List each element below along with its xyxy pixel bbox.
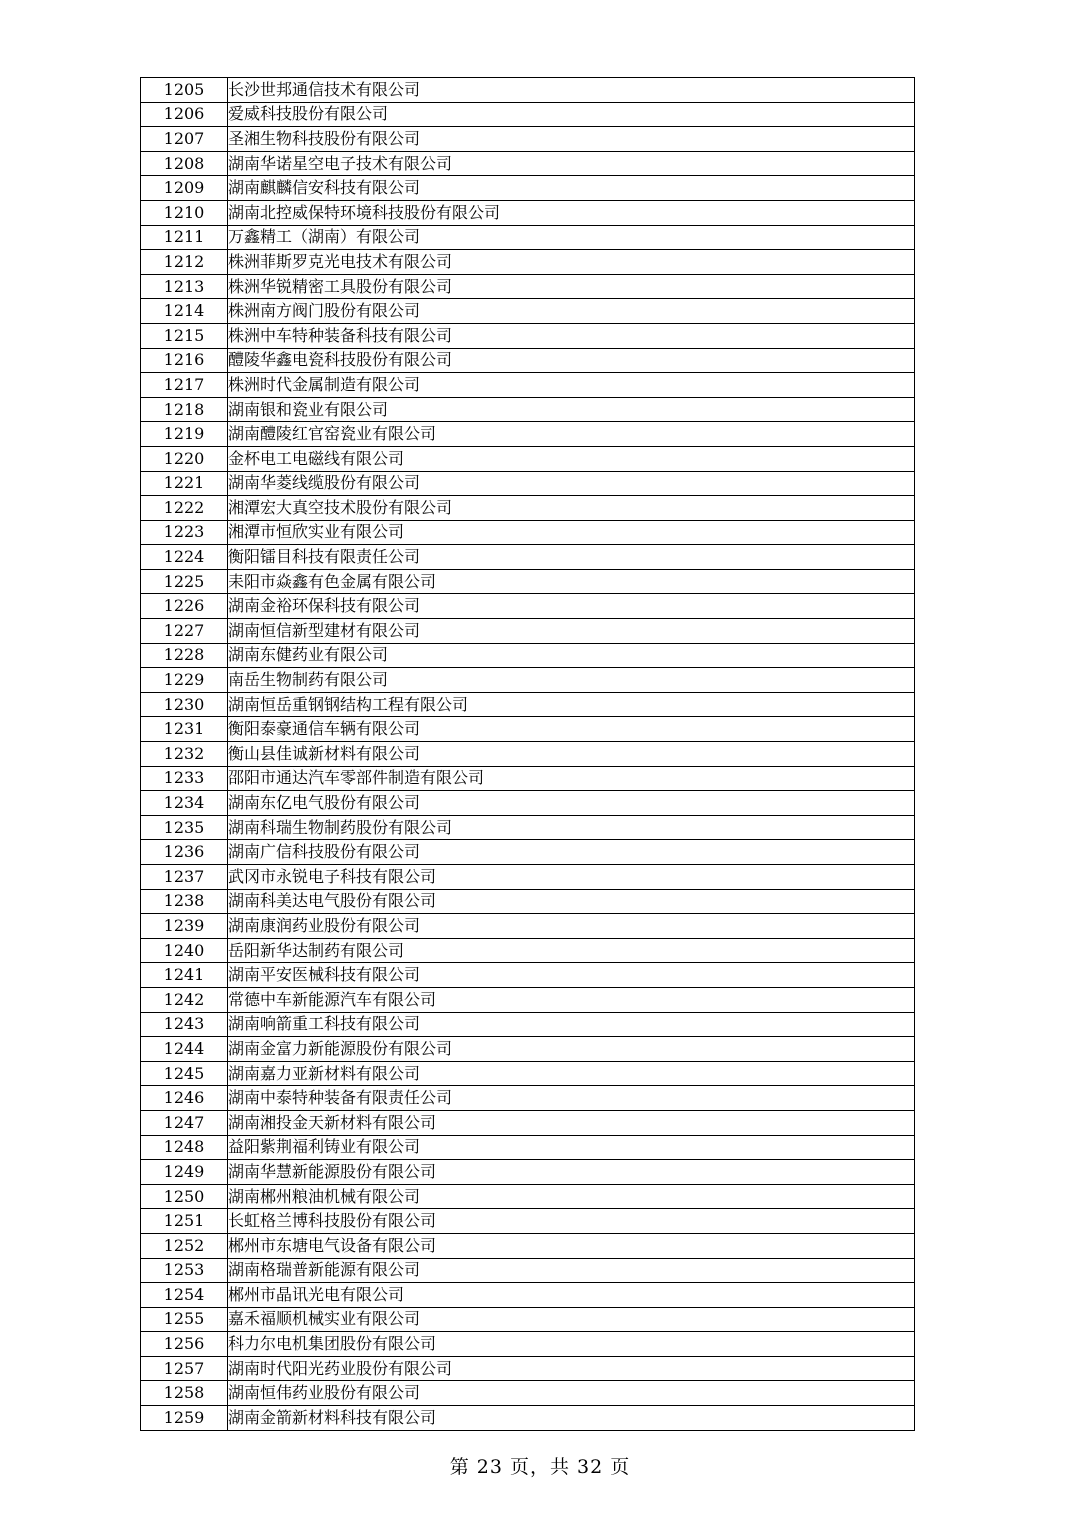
row-number-cell: 1244 bbox=[141, 1037, 228, 1062]
table-row bbox=[141, 742, 915, 767]
table-row bbox=[141, 569, 915, 594]
table-row bbox=[141, 102, 915, 127]
table-row bbox=[141, 963, 915, 988]
row-number-cell: 1225 bbox=[141, 569, 228, 594]
company-name-cell: 湖南恒伟药业股份有限公司 bbox=[228, 1381, 915, 1406]
table-row bbox=[141, 865, 915, 890]
row-number-cell: 1236 bbox=[141, 840, 228, 865]
row-number-cell: 1227 bbox=[141, 619, 228, 644]
row-number-cell: 1249 bbox=[141, 1160, 228, 1185]
company-name-cell: 爱威科技股份有限公司 bbox=[228, 102, 915, 127]
table-row bbox=[141, 1184, 915, 1209]
table-row bbox=[141, 1381, 915, 1406]
company-name-cell: 常德中车新能源汽车有限公司 bbox=[228, 987, 915, 1012]
row-number-cell: 1210 bbox=[141, 200, 228, 225]
company-name-cell: 湖南金裕环保科技有限公司 bbox=[228, 594, 915, 619]
table-row bbox=[141, 1061, 915, 1086]
table-row bbox=[141, 594, 915, 619]
table-row bbox=[141, 1283, 915, 1308]
table-row bbox=[141, 791, 915, 816]
row-number-cell: 1247 bbox=[141, 1110, 228, 1135]
company-name-cell: 株洲华锐精密工具股份有限公司 bbox=[228, 274, 915, 299]
table-row bbox=[141, 545, 915, 570]
row-number-cell: 1213 bbox=[141, 274, 228, 299]
company-name-cell: 湖南东健药业有限公司 bbox=[228, 643, 915, 668]
company-name-cell: 湖南康润药业股份有限公司 bbox=[228, 914, 915, 939]
row-number-cell: 1220 bbox=[141, 446, 228, 471]
row-number-cell: 1254 bbox=[141, 1283, 228, 1308]
table-row bbox=[141, 840, 915, 865]
row-number-cell: 1211 bbox=[141, 225, 228, 250]
row-number-cell: 1259 bbox=[141, 1406, 228, 1431]
row-number-cell: 1209 bbox=[141, 176, 228, 201]
company-table-body bbox=[141, 78, 915, 1431]
company-name-cell: 湖南时代阳光药业股份有限公司 bbox=[228, 1356, 915, 1381]
row-number-cell: 1240 bbox=[141, 938, 228, 963]
row-number-cell: 1251 bbox=[141, 1209, 228, 1234]
table-row bbox=[141, 1307, 915, 1332]
company-name-cell: 湖南华菱线缆股份有限公司 bbox=[228, 471, 915, 496]
table-row bbox=[141, 422, 915, 447]
row-number-cell: 1231 bbox=[141, 717, 228, 742]
company-name-cell: 株洲菲斯罗克光电技术有限公司 bbox=[228, 250, 915, 275]
row-number-cell: 1222 bbox=[141, 496, 228, 521]
table-row bbox=[141, 1086, 915, 1111]
table-row bbox=[141, 127, 915, 152]
table-row bbox=[141, 815, 915, 840]
table-row bbox=[141, 1233, 915, 1258]
company-name-cell: 万鑫精工（湖南）有限公司 bbox=[228, 225, 915, 250]
row-number-cell: 1242 bbox=[141, 987, 228, 1012]
row-number-cell: 1207 bbox=[141, 127, 228, 152]
company-name-cell: 湖南响箭重工科技有限公司 bbox=[228, 1012, 915, 1037]
table-row bbox=[141, 373, 915, 398]
table-row bbox=[141, 914, 915, 939]
table-row bbox=[141, 274, 915, 299]
row-number-cell: 1219 bbox=[141, 422, 228, 447]
row-number-cell: 1248 bbox=[141, 1135, 228, 1160]
company-name-cell: 醴陵华鑫电瓷科技股份有限公司 bbox=[228, 348, 915, 373]
table-row bbox=[141, 471, 915, 496]
company-name-cell: 湘潭宏大真空技术股份有限公司 bbox=[228, 496, 915, 521]
company-name-cell: 邵阳市通达汽车零部件制造有限公司 bbox=[228, 766, 915, 791]
row-number-cell: 1230 bbox=[141, 692, 228, 717]
company-name-cell: 长虹格兰博科技股份有限公司 bbox=[228, 1209, 915, 1234]
row-number-cell: 1216 bbox=[141, 348, 228, 373]
row-number-cell: 1215 bbox=[141, 323, 228, 348]
company-name-cell: 湖南金箭新材料科技有限公司 bbox=[228, 1406, 915, 1431]
company-name-cell: 岳阳新华达制药有限公司 bbox=[228, 938, 915, 963]
company-name-cell: 湘潭市恒欣实业有限公司 bbox=[228, 520, 915, 545]
table-row bbox=[141, 889, 915, 914]
company-name-cell: 湖南恒信新型建材有限公司 bbox=[228, 619, 915, 644]
table-row bbox=[141, 1012, 915, 1037]
table-row bbox=[141, 938, 915, 963]
company-name-cell: 金杯电工电磁线有限公司 bbox=[228, 446, 915, 471]
table-row bbox=[141, 766, 915, 791]
row-number-cell: 1234 bbox=[141, 791, 228, 816]
table-row bbox=[141, 299, 915, 324]
row-number-cell: 1212 bbox=[141, 250, 228, 275]
row-number-cell: 1206 bbox=[141, 102, 228, 127]
table-row bbox=[141, 1356, 915, 1381]
row-number-cell: 1233 bbox=[141, 766, 228, 791]
company-name-cell: 衡阳泰豪通信车辆有限公司 bbox=[228, 717, 915, 742]
company-name-cell: 湖南华诺星空电子技术有限公司 bbox=[228, 151, 915, 176]
row-number-cell: 1257 bbox=[141, 1356, 228, 1381]
table-row bbox=[141, 619, 915, 644]
row-number-cell: 1205 bbox=[141, 78, 228, 103]
company-name-cell: 南岳生物制药有限公司 bbox=[228, 668, 915, 693]
table-row bbox=[141, 1037, 915, 1062]
company-name-cell: 湖南醴陵红官窑瓷业有限公司 bbox=[228, 422, 915, 447]
row-number-cell: 1228 bbox=[141, 643, 228, 668]
company-name-cell: 耒阳市焱鑫有色金属有限公司 bbox=[228, 569, 915, 594]
table-row bbox=[141, 446, 915, 471]
row-number-cell: 1223 bbox=[141, 520, 228, 545]
company-name-cell: 湖南郴州粮油机械有限公司 bbox=[228, 1184, 915, 1209]
row-number-cell: 1239 bbox=[141, 914, 228, 939]
row-number-cell: 1250 bbox=[141, 1184, 228, 1209]
company-name-cell: 郴州市晶讯光电有限公司 bbox=[228, 1283, 915, 1308]
company-name-cell: 湖南金富力新能源股份有限公司 bbox=[228, 1037, 915, 1062]
company-name-cell: 湖南广信科技股份有限公司 bbox=[228, 840, 915, 865]
table-row bbox=[141, 348, 915, 373]
page-number-footer: 第 23 页，共 32 页 bbox=[449, 1456, 631, 1478]
table-row bbox=[141, 176, 915, 201]
row-number-cell: 1226 bbox=[141, 594, 228, 619]
company-name-cell: 株洲中车特种装备科技有限公司 bbox=[228, 323, 915, 348]
table-row bbox=[141, 1160, 915, 1185]
company-name-cell: 湖南中泰特种装备有限责任公司 bbox=[228, 1086, 915, 1111]
row-number-cell: 1243 bbox=[141, 1012, 228, 1037]
row-number-cell: 1252 bbox=[141, 1233, 228, 1258]
company-name-cell: 湖南东亿电气股份有限公司 bbox=[228, 791, 915, 816]
table-row bbox=[141, 1209, 915, 1234]
row-number-cell: 1214 bbox=[141, 299, 228, 324]
company-name-cell: 湖南恒岳重钢钢结构工程有限公司 bbox=[228, 692, 915, 717]
company-name-cell: 湖南银和瓷业有限公司 bbox=[228, 397, 915, 422]
table-row bbox=[141, 668, 915, 693]
company-name-cell: 株洲南方阀门股份有限公司 bbox=[228, 299, 915, 324]
company-name-cell: 嘉禾福顺机械实业有限公司 bbox=[228, 1307, 915, 1332]
table-row bbox=[141, 1135, 915, 1160]
table-row bbox=[141, 250, 915, 275]
company-name-cell: 湖南科美达电气股份有限公司 bbox=[228, 889, 915, 914]
company-name-cell: 长沙世邦通信技术有限公司 bbox=[228, 78, 915, 103]
row-number-cell: 1221 bbox=[141, 471, 228, 496]
company-name-cell: 株洲时代金属制造有限公司 bbox=[228, 373, 915, 398]
company-name-cell: 湖南麒麟信安科技有限公司 bbox=[228, 176, 915, 201]
table-row bbox=[141, 1332, 915, 1357]
table-row bbox=[141, 200, 915, 225]
row-number-cell: 1218 bbox=[141, 397, 228, 422]
table-row bbox=[141, 323, 915, 348]
company-name-cell: 科力尔电机集团股份有限公司 bbox=[228, 1332, 915, 1357]
row-number-cell: 1229 bbox=[141, 668, 228, 693]
company-name-cell: 湖南北控威保特环境科技股份有限公司 bbox=[228, 200, 915, 225]
table-row bbox=[141, 1258, 915, 1283]
table-row bbox=[141, 78, 915, 103]
company-table bbox=[140, 77, 915, 1431]
table-row bbox=[141, 987, 915, 1012]
row-number-cell: 1253 bbox=[141, 1258, 228, 1283]
row-number-cell: 1256 bbox=[141, 1332, 228, 1357]
row-number-cell: 1245 bbox=[141, 1061, 228, 1086]
row-number-cell: 1217 bbox=[141, 373, 228, 398]
table-row bbox=[141, 397, 915, 422]
company-name-cell: 湖南平安医械科技有限公司 bbox=[228, 963, 915, 988]
row-number-cell: 1232 bbox=[141, 742, 228, 767]
table-row bbox=[141, 151, 915, 176]
company-name-cell: 衡阳镭目科技有限责任公司 bbox=[228, 545, 915, 570]
table-row bbox=[141, 1110, 915, 1135]
table-row bbox=[141, 643, 915, 668]
table-row bbox=[141, 496, 915, 521]
company-name-cell: 湖南湘投金天新材料有限公司 bbox=[228, 1110, 915, 1135]
company-name-cell: 湖南格瑞普新能源有限公司 bbox=[228, 1258, 915, 1283]
row-number-cell: 1224 bbox=[141, 545, 228, 570]
company-name-cell: 湖南嘉力亚新材料有限公司 bbox=[228, 1061, 915, 1086]
row-number-cell: 1258 bbox=[141, 1381, 228, 1406]
table-row bbox=[141, 692, 915, 717]
company-name-cell: 郴州市东塘电气设备有限公司 bbox=[228, 1233, 915, 1258]
table-row bbox=[141, 225, 915, 250]
company-name-cell: 湖南华慧新能源股份有限公司 bbox=[228, 1160, 915, 1185]
table-row bbox=[141, 1406, 915, 1431]
company-name-cell: 湖南科瑞生物制药股份有限公司 bbox=[228, 815, 915, 840]
row-number-cell: 1208 bbox=[141, 151, 228, 176]
company-name-cell: 衡山县佳诚新材料有限公司 bbox=[228, 742, 915, 767]
row-number-cell: 1238 bbox=[141, 889, 228, 914]
row-number-cell: 1237 bbox=[141, 865, 228, 890]
table-row bbox=[141, 717, 915, 742]
row-number-cell: 1246 bbox=[141, 1086, 228, 1111]
row-number-cell: 1241 bbox=[141, 963, 228, 988]
company-name-cell: 武冈市永锐电子科技有限公司 bbox=[228, 865, 915, 890]
company-name-cell: 益阳紫荆福利铸业有限公司 bbox=[228, 1135, 915, 1160]
row-number-cell: 1235 bbox=[141, 815, 228, 840]
table-row bbox=[141, 520, 915, 545]
company-name-cell: 圣湘生物科技股份有限公司 bbox=[228, 127, 915, 152]
row-number-cell: 1255 bbox=[141, 1307, 228, 1332]
